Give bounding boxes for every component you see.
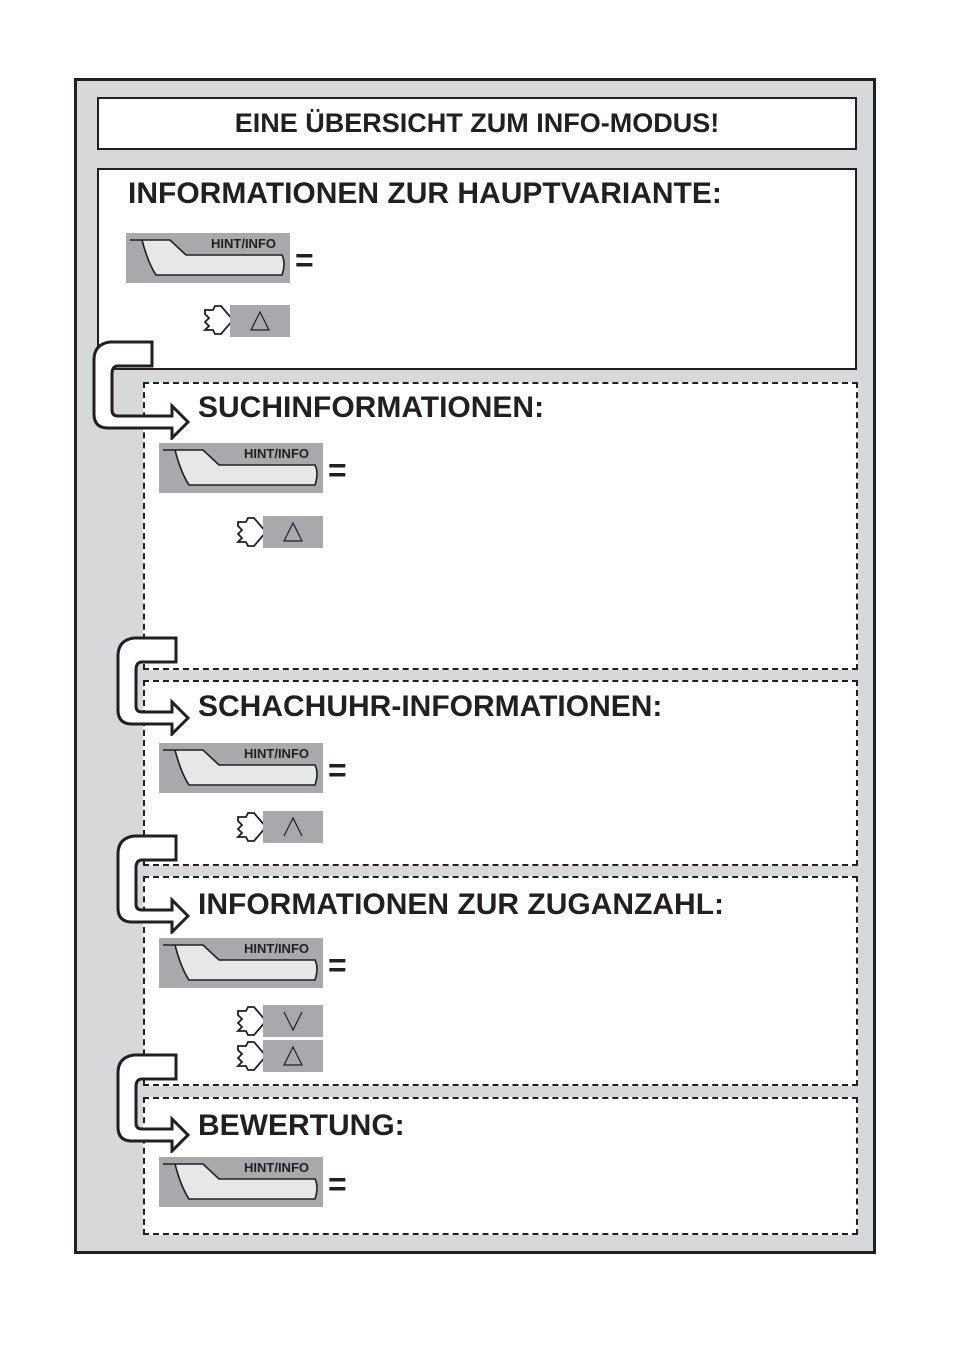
triangle-up-icon	[263, 1040, 323, 1072]
equals-sign: =	[328, 1166, 347, 1202]
section-heading: BEWERTUNG:	[198, 1109, 405, 1142]
section-heading: INFORMATIONEN ZUR HAUPTVARIANTE:	[128, 177, 722, 210]
key-label: HINT/INFO	[244, 941, 309, 956]
triangle-down-icon	[263, 1005, 323, 1037]
hint-info-key-icon	[159, 443, 323, 493]
equals-sign: =	[328, 452, 347, 488]
section-heading: SCHACHUHR-INFORMATIONEN:	[198, 690, 663, 723]
equals-sign: =	[295, 242, 314, 278]
hint-info-key-icon	[159, 938, 323, 988]
hint-info-key-icon	[159, 1157, 323, 1207]
hint-info-key-icon	[159, 743, 323, 793]
key-label: HINT/INFO	[244, 746, 309, 761]
triangle-up-icon	[230, 305, 290, 337]
section-heading: SUCHINFORMATIONEN:	[198, 391, 545, 424]
curved-flow-arrow-icon	[88, 340, 198, 440]
key-label: HINT/INFO	[244, 1160, 309, 1175]
triangle-up-icon	[263, 516, 323, 548]
equals-sign: =	[328, 752, 347, 788]
key-label: HINT/INFO	[211, 236, 276, 251]
key-label: HINT/INFO	[244, 446, 309, 461]
page-title: EINE ÜBERSICHT ZUM INFO-MODUS!	[97, 97, 857, 150]
hint-info-key-icon	[126, 233, 290, 283]
triangle-up-icon	[263, 811, 323, 843]
section-heading: INFORMATIONEN ZUR ZUGANZAHL:	[198, 888, 725, 921]
equals-sign: =	[328, 947, 347, 983]
